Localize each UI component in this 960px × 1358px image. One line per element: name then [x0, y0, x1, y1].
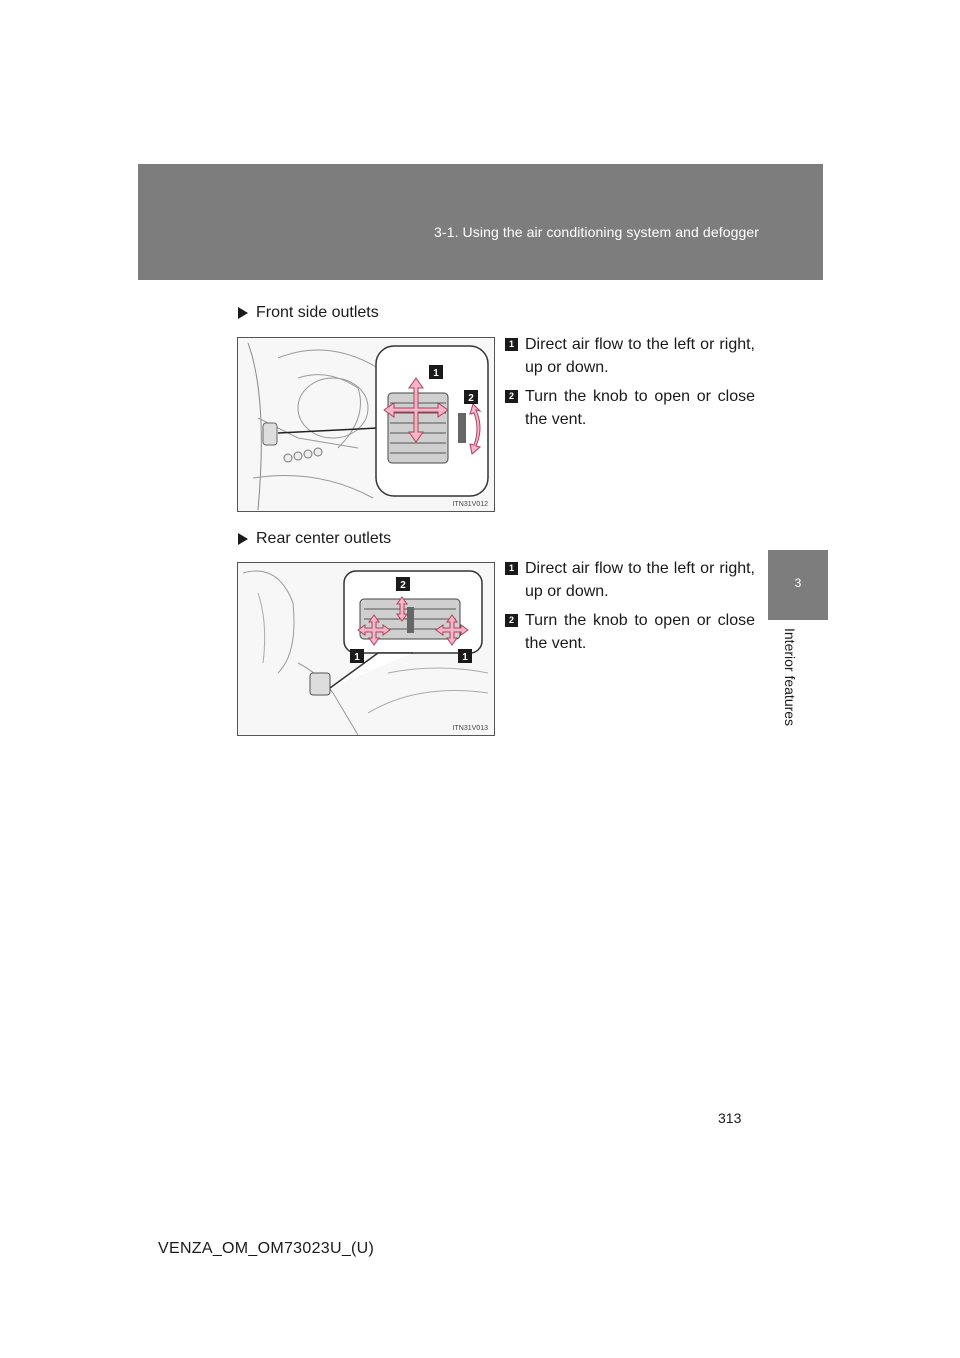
heading-text: Rear center outlets — [256, 530, 392, 547]
list-item — [505, 557, 755, 603]
rear-outlet-illustration — [238, 563, 494, 735]
item-text: Direct air flow to the left or right, up or down. — [525, 336, 755, 376]
figure-code: ITN31V013 — [452, 725, 488, 732]
list-item — [505, 609, 755, 655]
section-heading-front — [238, 304, 379, 322]
callout-text: 1 — [354, 652, 360, 663]
front-outlet-illustration — [238, 338, 494, 511]
callout-text: 1 — [433, 368, 439, 379]
number-badge: 1 — [505, 338, 518, 351]
description-rear — [505, 557, 755, 661]
document-code: VENZA_OM_OM73023U_(U) — [158, 1240, 375, 1257]
callout-text: 1 — [462, 652, 468, 663]
description-front — [505, 333, 755, 437]
triangle-bullet-icon — [238, 307, 248, 319]
list-item — [505, 385, 755, 431]
page-number: 313 — [718, 1110, 742, 1126]
callout-text: 2 — [400, 580, 406, 591]
triangle-bullet-icon — [238, 533, 248, 545]
number-badge: 2 — [505, 390, 518, 403]
chapter-tab — [768, 550, 828, 620]
callout-text: 2 — [468, 393, 474, 404]
number-badge: 2 — [505, 614, 518, 627]
heading-text: Front side outlets — [256, 304, 379, 321]
list-item — [505, 333, 755, 379]
figure-front-outlet — [237, 337, 495, 512]
chapter-number: 3 — [794, 576, 802, 590]
section-title: 3-1. Using the air conditioning system and defogger — [434, 224, 759, 240]
figure-code: ITN31V012 — [452, 501, 488, 508]
item-text: Direct air flow to the left or right, up or down. — [525, 560, 755, 600]
number-badge: 1 — [505, 562, 518, 575]
figure-rear-outlet — [237, 562, 495, 736]
chapter-label: Interior features — [782, 628, 798, 727]
section-heading-rear — [238, 530, 391, 548]
header-band — [138, 164, 823, 280]
item-text: Turn the knob to open or close the vent. — [525, 388, 755, 428]
item-text: Turn the knob to open or close the vent. — [525, 612, 755, 652]
